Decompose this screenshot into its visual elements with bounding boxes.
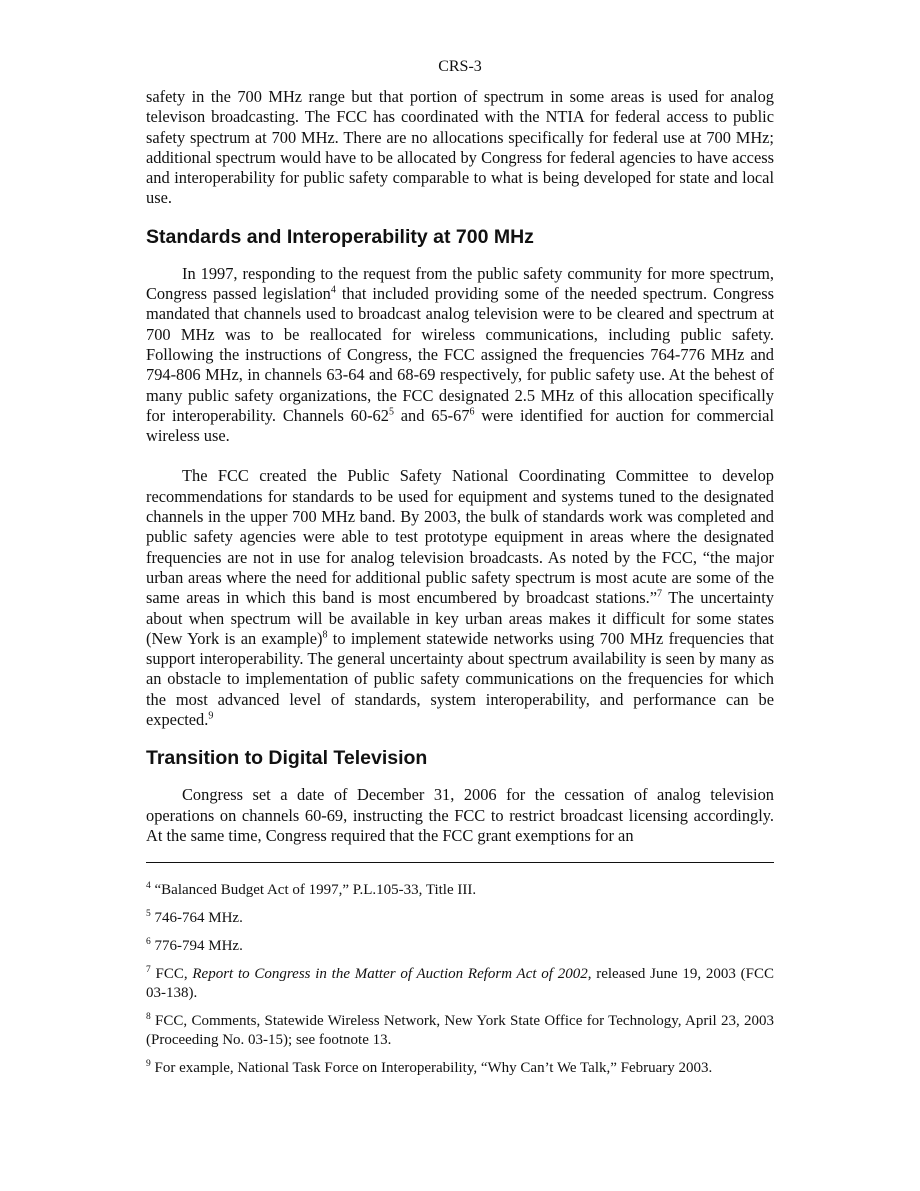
report-title: Report to Congress in the Matter of Auction Reform Act of 2002 [192, 966, 588, 983]
footnote-divider [146, 862, 774, 863]
page-label: CRS-3 [438, 58, 482, 75]
footnote-8: $^8$ FCC, Comments, Statewide Wireless Network, New York State Office for Technology, April 23, 2003 (Proceeding No. 03-15); see footnote 13. [146, 1012, 774, 1049]
section-heading-transition: Transition to Digital Television [146, 747, 428, 770]
footnote-ref-5[interactable]: 5 [388, 406, 394, 418]
footnote-ref-8[interactable]: 8 [322, 629, 328, 641]
section-heading-standards: Standards and Interoperability at 700 MHz [146, 225, 534, 248]
standards-paragraph-1: In 1997, responding to the request from the public safety community for more spectrum, Congress passed legislation$^4$ that included providing some of the needed spectrum. Congress mandated that channels used to broadcast analog television were to be cleared and spectrum at 700 MHz was to be reallocated for wireless communications, including public safety. Following the instructions of Congress, the FCC assigned the frequencies 764-776 MHz and 794-806 MHz, in channels 63-64 and 68-69 respectively, for public safety use. At the behest of many public safety organizations, the FCC designated 2.5 MHz of this allocation specifically for interoperability. Channels $60-62^5$ and $65-67^6$ were identified for auction for commercial wireless use. [146, 263, 775, 446]
standards-paragraph-2: The FCC created the Public Safety National Coordinating Committee to develop recommendations for standards to be used for equipment and systems tuned to the designated channels in the upper 700 MHz band. By 2003, the bulk of standards work was completed and public safety agencies were able to test prototype equipment in areas where the designated frequencies are not in use for analog television broadcasts. As noted by the FCC, “the major urban areas where the need for additional public safety spectrum is most acute are some of the same areas in which this band is most encumbered by broadcast stations.”$^7$ The uncertainty about when spectrum will be available in key urban areas makes it difficult for some states (New York is an example)$^8$ to implement statewide networks using 700 MHz frequencies that support interoperability. The general uncertainty about spectrum availability is seen by many as an obstacle to implementation of public safety communications on the frequencies for which the most advanced level of standards, system interoperability, and performance can be expected.$^9$ [146, 466, 774, 730]
footnote-ref-4[interactable]: 4 [330, 284, 336, 296]
footnotes [146, 881, 774, 1078]
document-page [146, 0, 774, 1087]
footnote-5: $^5$ 746-764 MHz. [146, 909, 243, 927]
footnote-4: $^4$ “Balanced Budget Act of 1997,” P.L.105-33, Title III. [146, 881, 477, 899]
footnote-9: $^9$ For example, National Task Force on Interoperability, “Why Can’t We Talk,” February 2003. [146, 1059, 713, 1077]
footnote-ref-7[interactable]: 7 [657, 588, 663, 600]
footnote-6: $^6$ 776-794 MHz. [146, 937, 243, 955]
transition-paragraph-1: Congress set a date of December 31, 2006 for the cessation of analog television operations on channels 60-69, instructing the FCC to restrict broadcast licensing accordingly. At the same time, Congress required that the FCC grant exemptions for an [146, 785, 774, 845]
footnote-ref-9[interactable]: 9 [208, 710, 214, 722]
footnote-ref-6[interactable]: 6 [469, 406, 475, 418]
intro-paragraph: safety in the 700 MHz range but that portion of spectrum in some areas is used for analog televison broadcasting. The FCC has coordinated with the NTIA for federal access to public safety spectrum at 700 MHz. There are no allocations specifically for federal use at 700 MHz; additional spectrum would have to be allocated by Congress for federal agencies to have access and interoperability for public safety comparable to what is being developed for state and local use. [146, 87, 774, 208]
footnote-7: $^7$ FCC, Report to Congress in the Matter of Auction Reform Act of 2002, released June 19, 2003 (FCC 03-138). [146, 965, 774, 1002]
